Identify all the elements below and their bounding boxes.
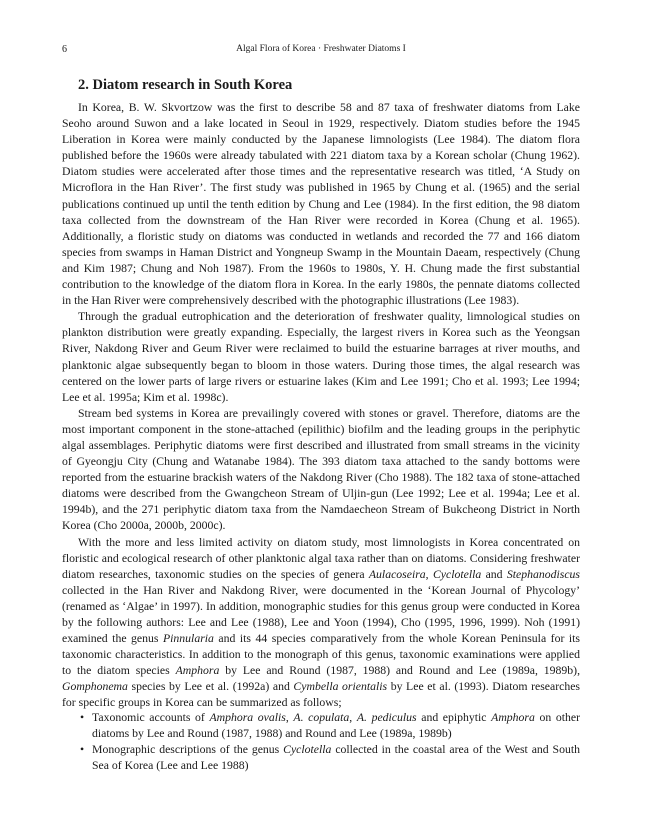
text-run: collected in the Han River and Nakdong River, were documented in the ‘Korean Journal of Phycology’ (renamed as ‘Algae’ in 1997). In addition, monographic studies for this genus group were conducted in Korea by the following authors: Lee and Lee (1988), Lee and Yoon (1994), Cho (1995, 1996, 1999). Noh (1991) examined the genus — [62, 583, 580, 646]
text-run: Through the gradual eutrophication and the deterioration of freshwater quality, limnological studies on plankton distribution were greatly expanding. Especially, the largest rivers in Korea such as the Yeongsan River, Nakdong River and Geum River were reclaimed to build the estuarine barrages at river mouths, and planktonic algae subsequently began to bloom in those waters. During those times, the algal research was centered on the lower parts of large rivers or estuarine lakes (Kim and Lee 1991; Cho et al. 1993; Lee 1994; Lee et al. 1995a; Kim et al. 1998c). — [62, 310, 580, 404]
italic-text: Aulacoseira — [368, 567, 426, 581]
paragraph — [62, 100, 580, 309]
italic-text: Cyclotella — [432, 567, 482, 581]
italic-text: Amphora — [491, 711, 535, 724]
italic-text: Stephanodiscus — [506, 567, 580, 581]
text-run: collected in the coastal area of the West and South Sea of Korea (Lee and Lee 1988) — [92, 743, 580, 773]
text-run: and its 44 species comparatively from the whole Korean Peninsula for its taxonomic characteristics. In addition to the monograph of this genus, taxonomic examinations were applied to the diatom species — [62, 632, 580, 678]
italic-text: Cymbella orientalis — [293, 680, 388, 694]
italic-text: Pinnularia — [162, 632, 214, 646]
italic-text: Gomphonema — [62, 680, 128, 694]
body-text — [62, 100, 580, 712]
running-title: Algal Flora of Korea · Freshwater Diatoms I — [236, 44, 406, 54]
bullet-item — [80, 742, 580, 774]
text-run: With the more and less limited activity on diatom study, most limnologists in Korea concentrated on floristic and ecological research of other planktonic algal taxa rather than on diatoms. Considering freshwater diatom researches, taxonomic studies on the species of genera — [62, 535, 580, 581]
italic-text: A. pediculus — [356, 711, 417, 724]
section-heading: 2. Diatom research in South Korea — [78, 77, 293, 93]
text-run: on other diatoms by Lee and Round (1987, 1988) and Round and Lee (1989a, 1989b) — [92, 711, 581, 741]
italic-text: Cyclotella — [283, 743, 332, 757]
italic-text: A. copulata — [293, 711, 350, 724]
text-run: by Lee and Round (1987, 1988) and Round and Lee (1989a, 1989b), — [219, 664, 581, 678]
text-run: , — [425, 567, 433, 581]
text-run: by Lee et al. (1993). Diatom researches for specific groups in Korea can be summarized as follows; — [62, 680, 580, 710]
bullet-item — [80, 710, 580, 742]
text-run: Taxonomic accounts of — [92, 711, 210, 724]
text-run: and — [481, 567, 507, 581]
bullet-list — [80, 710, 580, 774]
paragraph — [62, 406, 580, 535]
page-number: 6 — [62, 44, 67, 55]
text-run: and epiphytic — [416, 711, 492, 724]
text-run: species by Lee et al. (1992a) and — [127, 680, 294, 694]
page-header — [62, 44, 580, 58]
italic-text: Amphora ovalis — [209, 711, 286, 724]
text-run: In Korea, B. W. Skvortzow was the first to describe 58 and 87 taxa of freshwater diatoms from Lake Seoho around Suwon and a lake located in Seoul in 1929, respectively. Diatom studies before the 1945 Liberation in Korea were mainly conducted by the Japanese limnologists (Lee 1984). The diatom flora published before the 1960s were already tabulated with 221 diatom taxa by a Korean scholar (Chung 1962). Diatom studies were accelerated after those times and the representative research was titled, ‘A Study on Microflora in the Han River’. The first study was published in 1965 by Chung et al. (1965) and the serial publications continued up until the tenth edition by Chung and Lee (1984). In the first edition, the 98 diatom taxa collected from the downstream of the Han River were recorded in Korea (Chung et al. 1965). Additionally, a floristic study on diatoms was conducted in wetlands and recorded the 77 and 166 diatom species from swamps in Haman District and Yongneup Swamp in the Mountain Daeam, respectively (Chung and Kim 1987; Chung and Noh 1987). From the 1960s to 1980s, Y. H. Chung made the first substantial contribution to the knowledge of the diatom flora in Korea. In the early 1980s, the pennate diatoms collected in the Han River were comprehensively described with the photographic illustrations (Lee 1983). — [62, 101, 580, 308]
paragraph — [62, 535, 580, 712]
text-run: Monographic descriptions of the genus — [92, 743, 284, 757]
paragraph — [62, 309, 580, 406]
text-run: , — [285, 711, 294, 724]
text-run: , — [349, 711, 357, 724]
text-run: Stream bed systems in Korea are prevailingly covered with stones or gravel. Therefore, diatoms are the most important component in the stone-attached (epilithic) biofilm and the leading groups in the periphytic algal assemblages. Periphytic diatoms were first described and illustrated from small streams in the vicinity of Gyeongju City (Chung and Watanabe 1984). The 393 diatom taxa attached to the sandy bottoms were reported from the estuarine brackish waters of the Nakdong River (Cho 1988). The 182 taxa of stone-attached diatoms were described from the Gwangcheon Stream of Uljin-gun (Lee 1992; Lee et al. 1994a; Lee et al. 1994b), and the 271 periphytic diatom taxa from the Namdaecheon Stream of Bukcheong District in North Korea (Cho 2000a, 2000b, 2000c). — [62, 406, 580, 533]
italic-text: Amphora — [175, 664, 220, 678]
